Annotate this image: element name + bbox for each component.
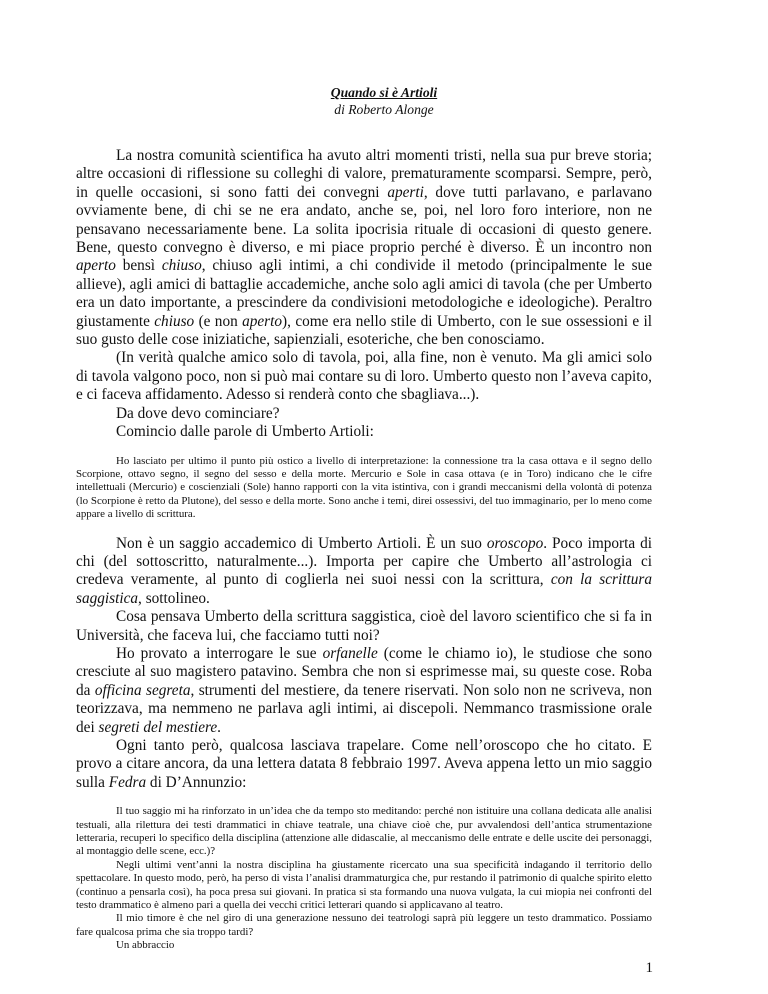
paragraph-5: Non è un saggio accademico di Umberto Artioli. È un suo oroscopo. Poco importa di chi (del sottoscritto, naturalmente...). Importa per capire che Umberto all’astrologia ci credeva veramente, al punto di coglierla nei suoi nessi con la scrittura, con la scrittura saggistica, sottolineo.: [76, 534, 652, 607]
document-author: di Roberto Alonge: [334, 102, 434, 117]
document-header: [0, 84, 768, 118]
page-number: 1: [645, 960, 653, 976]
quote-paragraph: Negli ultimi vent’anni la nostra disciplina ha giustamente ricercato una sua specificità indagando il territorio dello spettacolare. In questo modo, però, ha perso di vista l’analisi drammaturgica che, pur restando il patrimonio di qualche spirito eletto (continuo a pensarla così), ha poca presa sui giovani. In pratica si sta formando una nuova vulgata, la cui miopia nei confronti del testo drammatico è almeno pari a quella dei vecchi critici letterari quando si applicavano al teatro.: [76, 858, 652, 912]
quote-paragraph: Ho lasciato per ultimo il punto più ostico a livello di interpretazione: la connessione tra la casa ottava e il segno dello Scorpione, ottavo segno, il segno del sesso e della morte. Mercurio e Sole in casa ottava (e in Toro) indicano che le cifre intellettuali (Mercurio) e coscienziali (Sole) hanno rapporti con la vita istintiva, con i grandi meccanismi della volontà di potenza (lo Scorpione è retto da Plutone), del sesso e della morte. Sono anche i temi, direi ossessivi, del tuo immaginario, per lo meno come appare a livello di scrittura.: [76, 454, 652, 521]
quote-paragraph: Il mio timore è che nel giro di una generazione nessuno dei teatrologi saprà più leggere un testo drammatico. Possiamo fare qualcosa prima che sia troppo tardi?: [76, 912, 652, 938]
block-quote-horoscope: [76, 455, 652, 522]
paragraph-2: (In verità qualche amico solo di tavola, poi, alla fine, non è venuto. Ma gli amici solo di tavola valgono poco, non si può mai contare su di loro. Umberto questo non l’aveva capito, e ci faceva affidamento. Adesso si renderà conto che sbagliava...).: [76, 349, 652, 404]
paragraph-4: Comincio dalle parole di Umberto Artioli:: [116, 423, 374, 441]
quote-paragraph: Un abbraccio: [116, 939, 175, 952]
paragraph-7: Ho provato a interrogare le sue orfanelle (come le chiamo io), le studiose che sono cresciute al suo magistero patavino. Sembra che non si esprimesse mai, su queste cose. Roba da officina segreta, strumenti del mestiere, da tenere riservati. Non solo non ne scriveva, non teorizzava, ma nemmeno ne parlava agli intimi, ai discepoli. Nemmanco trasmissione orale dei segreti del mestiere.: [76, 644, 652, 736]
document-title: Quando si è Artioli: [330, 85, 438, 100]
paragraph-3: Da dove devo cominciare?: [116, 404, 280, 422]
document-body: [76, 147, 652, 966]
block-quote-letter: [76, 805, 652, 952]
quote-paragraph: Il tuo saggio mi ha rinforzato in un’idea che da tempo sto meditando: perché non istituire una collana dedicata alle analisi testuali, alla rilettura dei testi drammatici in chiave teatrale, una chiave cioè che, pur avvalendosi dell’antica strumentazione letteraria, recuperi lo specifico della disciplina (attenzione alle didascalie, al meccanismo delle entrate e delle uscite dei personaggi, al montaggio delle scene, ecc.)?: [76, 805, 652, 858]
paragraph-8: Ogni tanto però, qualcosa lasciava trapelare. Come nell’oroscopo che ho citato. E provo a citare ancora, da una lettera datata 8 febbraio 1997. Aveva appena letto un mio saggio sulla Fedra di D’Annunzio:: [76, 737, 652, 791]
paragraph-6: Cosa pensava Umberto della scrittura saggistica, cioè del lavoro scientifico che si fa in Università, che faceva lui, che facciamo tutti noi?: [76, 608, 652, 644]
paragraph-1: La nostra comunità scientifica ha avuto altri momenti tristi, nella sua pur breve storia; altre occasioni di riflessione su colleghi di valore, prematuramente scomparsi. Sempre, però, in quelle occasioni, si sono fatti dei convegni aperti, dove tutti parlavano, e parlavano ovviamente bene, di chi se ne era andato, anche se, poi, nel loro foro interiore, non ne pensavano necessariamente bene. La solita ipocrisia rituale di occasioni di questo genere. Bene, questo convegno è diverso, e mi piace proprio perché è diverso. È un incontro non aperto bensì chiuso, chiuso agli intimi, a chi condivide il metodo (principalmente le sue allieve), agli amici di battaglie accademiche, anche solo agli amici di tavola (che per Umberto era un dato importante, a prescindere da condivisioni metodologiche e ideologiche). Peraltro giustamente chiuso (e non aperto), come era nello stile di Umberto, con le sue ossessioni e il suo gusto delle cose iniziatiche, sapienziali, esoteriche, che ben conosciamo.: [76, 147, 653, 349]
